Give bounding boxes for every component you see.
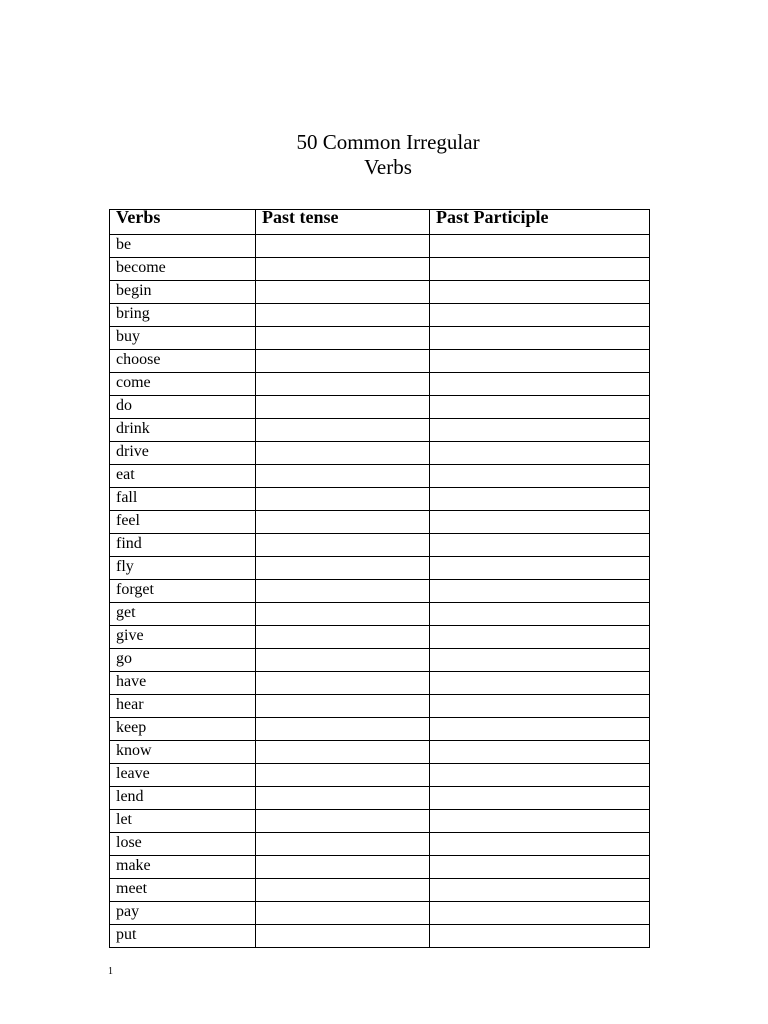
past-tense-cell[interactable] [256, 281, 430, 304]
past-tense-cell[interactable] [256, 465, 430, 488]
table-row [110, 327, 650, 350]
header-past-participle: Past Participle [430, 210, 650, 235]
past-tense-cell[interactable] [256, 672, 430, 695]
past-tense-cell[interactable] [256, 235, 430, 258]
table-row [110, 442, 650, 465]
verb-cell: lose [110, 833, 256, 856]
verb-cell: choose [110, 350, 256, 373]
past-participle-cell[interactable] [430, 603, 650, 626]
title-line-2: Verbs [364, 155, 412, 179]
table-row [110, 925, 650, 948]
table-row [110, 281, 650, 304]
verb-cell: lend [110, 787, 256, 810]
verb-cell: go [110, 649, 256, 672]
table-row [110, 741, 650, 764]
past-participle-cell[interactable] [430, 419, 650, 442]
past-participle-cell[interactable] [430, 649, 650, 672]
table-row [110, 488, 650, 511]
verb-cell: give [110, 626, 256, 649]
past-participle-cell[interactable] [430, 856, 650, 879]
verb-cell: have [110, 672, 256, 695]
table-row [110, 580, 650, 603]
past-tense-cell[interactable] [256, 879, 430, 902]
past-tense-cell[interactable] [256, 396, 430, 419]
past-participle-cell[interactable] [430, 879, 650, 902]
table-row [110, 373, 650, 396]
table-row [110, 350, 650, 373]
table-row [110, 626, 650, 649]
table-row [110, 235, 650, 258]
verb-cell: put [110, 925, 256, 948]
past-participle-cell[interactable] [430, 741, 650, 764]
table-body [110, 235, 650, 948]
past-participle-cell[interactable] [430, 810, 650, 833]
past-participle-cell[interactable] [430, 695, 650, 718]
table-row [110, 511, 650, 534]
past-tense-cell[interactable] [256, 741, 430, 764]
table-row [110, 419, 650, 442]
past-participle-cell[interactable] [430, 350, 650, 373]
irregular-verbs-table [109, 209, 650, 948]
past-tense-cell[interactable] [256, 603, 430, 626]
past-participle-cell[interactable] [430, 764, 650, 787]
verb-cell: bring [110, 304, 256, 327]
past-tense-cell[interactable] [256, 442, 430, 465]
verb-cell: meet [110, 879, 256, 902]
past-participle-cell[interactable] [430, 925, 650, 948]
table-row [110, 695, 650, 718]
header-verbs: Verbs [110, 210, 256, 235]
verb-cell: be [110, 235, 256, 258]
verb-cell: drink [110, 419, 256, 442]
past-participle-cell[interactable] [430, 534, 650, 557]
table-row [110, 304, 650, 327]
past-participle-cell[interactable] [430, 465, 650, 488]
past-participle-cell[interactable] [430, 304, 650, 327]
verb-cell: come [110, 373, 256, 396]
header-past-tense: Past tense [256, 210, 430, 235]
past-tense-cell[interactable] [256, 557, 430, 580]
table-row [110, 465, 650, 488]
past-participle-cell[interactable] [430, 580, 650, 603]
verb-cell: become [110, 258, 256, 281]
table-row [110, 810, 650, 833]
past-tense-cell[interactable] [256, 350, 430, 373]
verb-cell: hear [110, 695, 256, 718]
verb-cell: begin [110, 281, 256, 304]
past-tense-cell[interactable] [256, 764, 430, 787]
verb-cell: keep [110, 718, 256, 741]
past-participle-cell[interactable] [430, 626, 650, 649]
past-tense-cell[interactable] [256, 810, 430, 833]
table-row [110, 603, 650, 626]
verb-cell: pay [110, 902, 256, 925]
past-participle-cell[interactable] [430, 442, 650, 465]
past-participle-cell[interactable] [430, 235, 650, 258]
table-row [110, 833, 650, 856]
table-row [110, 718, 650, 741]
table-row [110, 649, 650, 672]
verb-cell: let [110, 810, 256, 833]
past-tense-cell[interactable] [256, 695, 430, 718]
past-tense-cell[interactable] [256, 327, 430, 350]
past-tense-cell[interactable] [256, 580, 430, 603]
table-header-row [110, 210, 650, 235]
verb-cell: fall [110, 488, 256, 511]
table-row [110, 879, 650, 902]
past-tense-cell[interactable] [256, 419, 430, 442]
table-row [110, 396, 650, 419]
verb-cell: fly [110, 557, 256, 580]
verb-cell: forget [110, 580, 256, 603]
past-participle-cell[interactable] [430, 718, 650, 741]
verb-cell: drive [110, 442, 256, 465]
past-participle-cell[interactable] [430, 902, 650, 925]
document-title [0, 130, 768, 180]
table-row [110, 764, 650, 787]
past-participle-cell[interactable] [430, 327, 650, 350]
table-row [110, 557, 650, 580]
table-row [110, 258, 650, 281]
table-row [110, 787, 650, 810]
verb-cell: do [110, 396, 256, 419]
past-participle-cell[interactable] [430, 281, 650, 304]
past-tense-cell[interactable] [256, 373, 430, 396]
verb-cell: buy [110, 327, 256, 350]
past-participle-cell[interactable] [430, 373, 650, 396]
past-tense-cell[interactable] [256, 511, 430, 534]
verb-cell: find [110, 534, 256, 557]
past-tense-cell[interactable] [256, 626, 430, 649]
past-tense-cell[interactable] [256, 488, 430, 511]
past-tense-cell[interactable] [256, 649, 430, 672]
past-participle-cell[interactable] [430, 557, 650, 580]
past-tense-cell[interactable] [256, 787, 430, 810]
past-participle-cell[interactable] [430, 488, 650, 511]
past-tense-cell[interactable] [256, 718, 430, 741]
verb-cell: eat [110, 465, 256, 488]
verb-cell: know [110, 741, 256, 764]
past-tense-cell[interactable] [256, 856, 430, 879]
table-row [110, 534, 650, 557]
verb-cell: get [110, 603, 256, 626]
past-participle-cell[interactable] [430, 396, 650, 419]
verb-cell: make [110, 856, 256, 879]
past-tense-cell[interactable] [256, 902, 430, 925]
past-tense-cell[interactable] [256, 304, 430, 327]
verb-cell: feel [110, 511, 256, 534]
past-participle-cell[interactable] [430, 833, 650, 856]
table-row [110, 672, 650, 695]
past-tense-cell[interactable] [256, 258, 430, 281]
table-row [110, 856, 650, 879]
past-tense-cell[interactable] [256, 925, 430, 948]
past-tense-cell[interactable] [256, 833, 430, 856]
past-participle-cell[interactable] [430, 672, 650, 695]
past-tense-cell[interactable] [256, 534, 430, 557]
table-row [110, 902, 650, 925]
title-line-1: 50 Common Irregular [296, 130, 480, 154]
page-number: 1 [108, 966, 113, 977]
past-participle-cell[interactable] [430, 511, 650, 534]
past-participle-cell[interactable] [430, 258, 650, 281]
past-participle-cell[interactable] [430, 787, 650, 810]
verb-cell: leave [110, 764, 256, 787]
